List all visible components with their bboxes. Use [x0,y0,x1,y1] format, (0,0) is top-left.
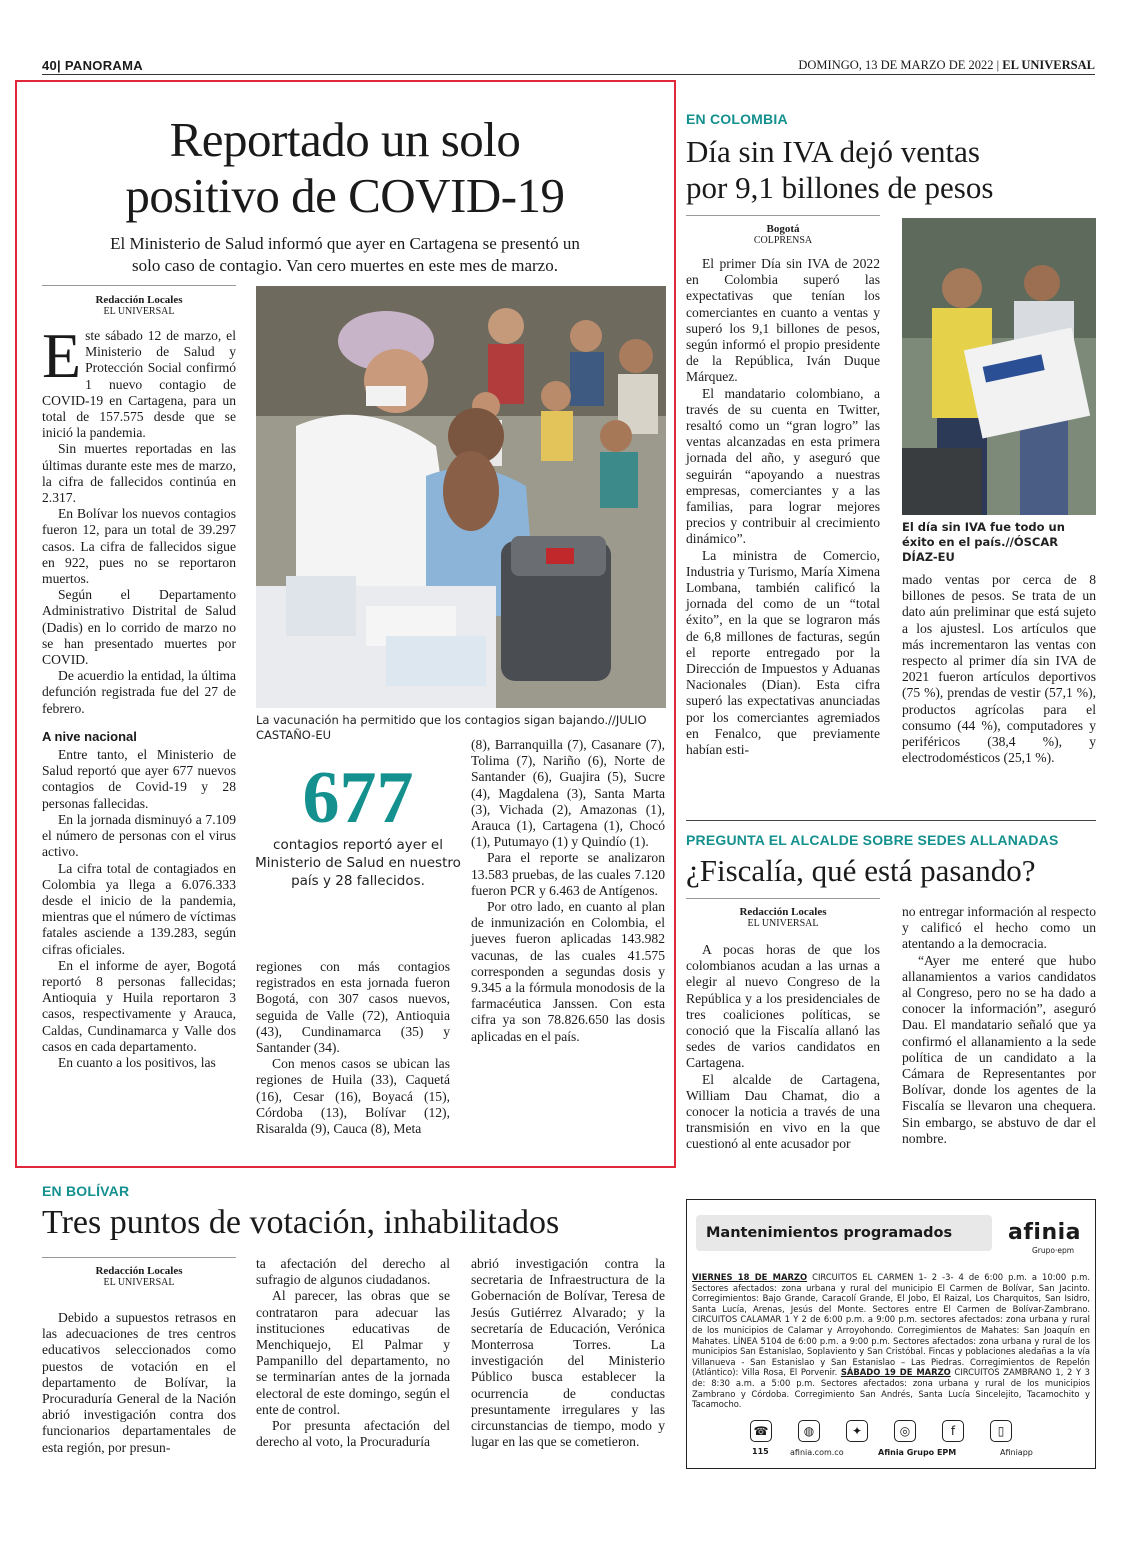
bolivar-paragraph: ta afectación del derecho al sufragio de algunos ciudadanos. [256,1256,450,1288]
ad-banner-text: Mantenimientos programados [706,1225,953,1241]
ad-date-1: VIERNES 18 DE MARZO [692,1272,808,1282]
fiscalia-headline: ¿Fiscalía, qué está pasando? [686,853,1036,888]
page-section-label: 40| PANORAMA [42,58,143,73]
covid-paragraph: En Bolívar los nuevos contagios fueron 12, para un total de 39.297 casos. La cifra de fallecidos sigue en 922, pues no se reportaron muertos. [42,506,236,587]
byline-outlet: EL UNIVERSAL [103,1277,175,1288]
covid-paragraph: Con menos casos se ubican las regiones de Huila (33), Caquetá (16), Cesar (16), Boyacá (15), Córdoba (13), Bolívar (12), Risaralda (9), Cauca (8), Meta [256,1056,450,1137]
date-text: DOMINGO, 13 DE MARZO DE 2022 | [798,58,1000,72]
dropcap: E [42,320,82,391]
covid-paragraph: regiones con más contagios registrados en esta jornada fueron Bogotá, con 307 casos nuevos, seguida de Valle (72), Antioquia (43), Cundinamarca (35) y Santander (34). [256,959,450,1056]
fiscalia-paragraph: no entregar información al respecto y calificó el hecho como un atentando a la democracia. [902,904,1096,952]
ad-text-1: CIRCUITOS EL CARMEN 1- 2 -3- 4 de 6:00 p.m. a 10:00 p.m. Sectores afectados: zona urbana y rural del municipio El Carmen de Bolívar, San Jacinto. Corregimientos: Bajo Grande, Caracolí Grande, El Jobo, El Raizal, Los Charquitos, San Isidro, Santa Lucía, Arenas, Jesús del Monte. Sectores entre El Carmen de Bolívar-Zambrano. CIRCUITOS CALAMAR 1 Y 2 de 6:00 p.m. a 9:00 p.m. sectores afectados: zona urbana y rural de los municipios de Calamar y Arroyohondo. Corregimientos de Mahates: San Joaquín en Mahates. LÍNEA 5104 de 6:00 p.m. a 9:00 p.m. Sectores afectados: zona urbana y rural de los municipios San Estanislao, Soplaviento y San Cristóbal. Fincas y poblaciones aledañas a la vía Villanueva - San Estanislao y San Estanislao – Las Piedras. Corregimientos de Repelón (Atlántico): Villa Rosa, El Porvenir. [692,1272,1090,1378]
covid-deck-line2: solo caso de contagio. Van cero muertes en este mes de marzo. [132,256,558,275]
iva-photo [902,218,1096,515]
vaccination-photo-image [256,286,666,708]
bolivar-kicker: EN BOLÍVAR [42,1183,130,1199]
covid-paragraph: De acuerdio la entidad, la última defunción registrada fue del 27 de febrero. [42,668,236,716]
vaccination-photo [256,286,666,708]
iva-paragraph: El mandatario colombiano, a través de su cuenta en Twitter, resaltó como un “gran logro” las ventas alcanzadas en esta primera jornada del año, y aseguró que seguirán “apoyando a nuestras empresas, comerciantes y a las familias, para lograr mejores precios y contribuir al crecimiento dinámico”. [686,385,880,547]
byline-outlet: COLPRENSA [753,235,813,246]
vaccination-photo-caption: La vacunación ha permitido que los contagios sigan bajando.//JULIO CASTAÑO-EU [256,713,647,742]
fiscalia-column-1 [686,942,880,1153]
covid-paragraph: ste sábado 12 de marzo, el Ministerio de Salud y Protección Social confirmó 1 nuevo contagio de COVID-19 en Cartagena, para un total de 157.575 desde que se inició la pandemia. [42,328,236,441]
section-rule [686,820,1096,821]
fiscalia-paragraph: El alcalde de Cartagena, William Dau Chamat, dio a conocer la noticia a través de una transmisión en vivo en la que cuestionó al ente acusador por [686,1071,880,1152]
bolivar-column-1 [42,1310,236,1456]
headset-icon: ☎ [750,1420,772,1442]
covid-paragraph: En cuanto a los positivos, las [58,1054,216,1070]
bolivar-headline: Tres puntos de votación, inhabilitados [42,1204,560,1241]
ad-body [692,1272,1090,1410]
ad-date-2: SÁBADO 19 DE MARZO [840,1367,951,1378]
covid-deck [40,233,650,277]
byline-outlet: EL UNIVERSAL [103,306,175,317]
byline-rule [686,215,880,216]
bolivar-column-3 [471,1256,665,1450]
ad-phone: 115 [752,1447,769,1456]
byline-name: Redacción Locales [95,1265,183,1277]
covid-paragraph: La cifra total de contagiados en Colombia ya llega a 6.076.333 desde el inicio de la pandemia, mientras que el número de víctimas fatales asciende a 139.283, según cifras oficiales. [42,860,236,957]
big-number-text: contagios reportó ayer el Ministerio de Salud en nuestro país y 28 fallecidos. [255,837,461,889]
covid-headline-line2: positivo de COVID-19 [125,168,565,223]
iva-headline-line2: por 9,1 billones de pesos [686,170,994,205]
byline-name: Bogotá [766,223,800,235]
byline-rule [42,1257,236,1258]
iva-photo-image [902,218,1096,515]
byline-rule [686,898,880,899]
covid-paragraph: Para el reporte se analizaron 13.583 pruebas, de las cuales 7.120 fueron PCR y 6.463 de Antígenos. [471,850,665,898]
ad-social: Afinia Grupo EPM [878,1448,957,1457]
bolivar-byline [42,1265,236,1289]
globe-icon: ◍ [798,1420,820,1442]
covid-column-1 [42,320,236,1071]
big-number: 677 [302,757,414,839]
instagram-icon: ◎ [894,1420,916,1442]
covid-paragraph: (8), Barranquilla (7), Casanare (7), Tolima (7), Nariño (6), Norte de Santander (6), Guajira (5), Sucre (4), Magdalena (3), Santa Marta (3), Vichada (2), Amazonas (1), Arauca (1), Cartagena (1), Chocó (1), Putumayo (1) y Quindío (1). [471,737,665,850]
byline-name: Redacción Locales [95,294,183,306]
covid-byline [42,294,236,318]
fiscalia-kicker: PREGUNTA EL ALCALDE SOBRE SEDES ALLANADAS [686,832,1059,848]
bolivar-paragraph: Al parecer, las obras que se contrataron para adecuar las instituciones educativas de Menchiquejo, El Palmar y Pampanillo del departamento, no se terminarían antes de la jornada electoral de este domingo, según el ente de control. [256,1288,450,1417]
covid-paragraph: Entre tanto, el Ministerio de Salud reportó que ayer 677 nuevos contagios de Covid-19 y 28 personas fallecidas. [42,747,236,811]
facebook-icon: f [942,1420,964,1442]
byline-name: Redacción Locales [739,906,827,918]
iva-byline [686,223,880,247]
iva-column-2 [902,572,1096,766]
iva-headline [686,134,1096,206]
iva-paragraph: La ministra de Comercio, Industria y Turismo, María Ximena Lombana, también calificó la jornada del como de un “total éxito”, en la que se lograron más de 6,8 millones de facturas, según el reporte entregado por la Dirección de Impuestos y Aduanas Nacionales (Dian). Esta cifra superó las expectativas anunciadas por los comerciantes agremiados en Fenalco, que previamente habían esti- [686,547,880,758]
byline-rule [42,285,236,286]
ad-app: Afiniapp [1000,1448,1033,1457]
page-date [798,58,1095,73]
header-rule [42,74,1095,75]
covid-deck-line1: El Ministerio de Salud informó que ayer en Cartagena se presentó un [110,234,580,253]
covid-paragraph: Según el Departamento Administrativo Distrital de Salud (Dadis) en lo corrido de marzo no se han presentado muertes por COVID. [42,587,236,668]
fiscalia-column-2 [902,904,1096,1147]
covid-headline-line1: Reportado un solo [169,112,521,167]
covid-column-3 [471,737,665,1045]
iva-paragraph: El primer Día sin IVA de 2022 en Colombia superó las expectativas que tenían los comerciantes en cuanto a ventas y superó los 9,1 billones de pesos, según informó el propio presidente de la República, Iván Duque Márquez. [686,256,880,385]
bolivar-paragraph: abrió investigación contra la secretaria de Infraestructura de la Gobernación de Bolívar, Teresa de Jesús Gutiérrez Alvarado; y la secretaría de Educación, Verónica Monterrosa Torres. La investigación del Ministerio Público busca establecer la ocurrencia de conductas presuntamente irregulares y las circunstancias de tiempo, modo y lugar en las que se cometieron. [471,1256,665,1450]
covid-paragraph: En el informe de ayer, Bogotá reportó 8 personas fallecidas; Antioquia y Huila reportaron 3 casos, respectivamente y Arauca, Caldas, Cundinamarca y Valle dos casos en cada departamento. [42,957,236,1054]
covid-column-2 [256,959,450,1137]
covid-paragraph: Sin muertes reportadas en las últimas durante este mes de marzo, la cifra de fallecidos continúa en 2.317. [42,441,236,506]
iva-paragraph: mado ventas por cerca de 8 billones de pesos. Se trata de un dato aún preliminar que está sujeto a los ajustesl. Los artículos que más incrementaron las ventas con respecto al primer día sin IVA de 2021 fueron artículos deportivos (75 %), prendas de vestir (57,1 %), productos agrícolas para el consumo (44 %), computadores y periféricos (38,4 %), y electrodomésticos (25,1 %). [902,572,1096,766]
iva-headline-line1: Día sin IVA dejó ventas [686,134,980,169]
bolivar-paragraph: Debido a supuestos retrasos en las adecuaciones de tres centros educativos seleccionados como puestos de votación en el departamento de Bolívar, la Procuraduría General de la Nación abrió investigación contra dos funcionarios departamentales de esta región, por presun- [42,1310,236,1455]
covid-subhead: A nive nacional [42,728,137,744]
afinia-logo: afinia [1008,1220,1082,1245]
fiscalia-paragraph: “Ayer me enteré que hubo allanamientos a varios candidatos al Congreso, pero no se ha dado a conocer la información”, aseguró Dau. El mandatario señaló que ya confirmó el allanamiento a la sede política de un candidato a la Cámara de Representantes por Bolívar, donde los agentes de la Fiscalía se llevaron una chequera. Sin embargo, se abstuvo de dar el nombre. [902,952,1096,1146]
bolivar-column-2 [256,1256,450,1450]
fiscalia-byline [686,906,880,930]
fiscalia-paragraph: A pocas horas de que los colombianos acudan a las urnas a elegir al nuevo Congreso de la República y a los presidenciales de tres coaliciones políticas, se conoció que la Fiscalía allanó las sedes de varios candidatos en Cartagena. [686,942,880,1071]
twitter-icon: ✦ [846,1420,868,1442]
iva-photo-caption: El día sin IVA fue todo un éxito en el país.//ÓSCAR DÍAZ-EU [902,520,1065,564]
covid-paragraph: En la jornada disminuyó a 7.109 el número de personas con el virus activo. [42,811,236,860]
ad-text-2: CIRCUITOS ZAMBRANO 1, 2 Y 3 de: 8:30 a.m. a 5:00 p.m. Sectores afectados: zona urbana y rural de los municipios Zambrano y Córdoba. Corregimiento San Andrés, Santa Lucía Sincelejito, Tacamochito y Tacamocho. [692,1367,1091,1410]
iva-kicker: EN COLOMBIA [686,111,788,127]
bolivar-paragraph: Por presunta afectación del derecho al voto, la Procuraduría [256,1418,450,1450]
byline-outlet: EL UNIVERSAL [747,918,819,929]
brand-name: EL UNIVERSAL [1002,58,1095,72]
ad-website: afinia.com.co [790,1448,844,1457]
ad-icons [750,1420,1012,1442]
iva-column-1 [686,256,880,758]
afinia-logo-subtitle: Grupo·epm [1032,1246,1075,1255]
covid-headline [40,112,650,224]
covid-paragraph: Por otro lado, en cuanto al plan de inmunización en Colombia, el jueves fueron aplicadas 143.982 vacunas, de las cuales 41.575 corresponden a segundas dosis y 9.345 a la fórmula monodosis de la farmacéutica Janssen. Con esta cifra ya son 78.826.650 las dosis aplicadas en el país. [471,899,665,1044]
app-icon: ▯ [990,1420,1012,1442]
